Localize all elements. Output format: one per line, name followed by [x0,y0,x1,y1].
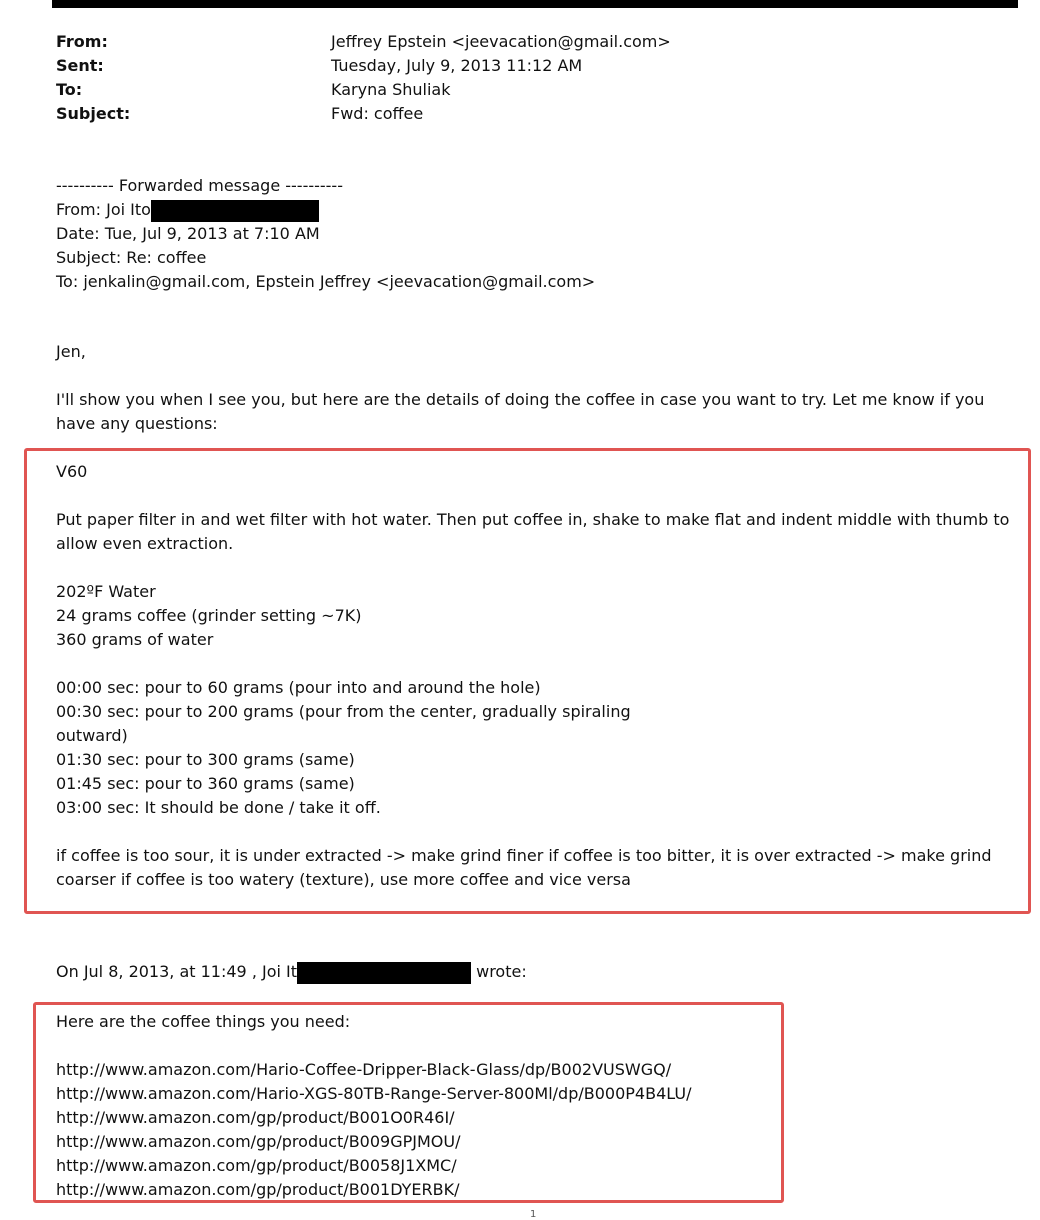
forwarded-to: To: jenkalin@gmail.com, Epstein Jeffrey <jeevacation@gmail.com> [56,272,596,291]
email-header [56,30,671,126]
header-from-label: From: [56,32,108,51]
param-coffee-grams: 24 grams coffee (grinder setting ~7K) [56,606,362,625]
pour-step: 00:30 sec: pour to 200 grams (pour from the center, gradually spiraling [56,702,631,721]
header-sent-row [56,54,671,78]
quote-header [56,960,527,984]
greeting-text: Jen, [56,342,86,361]
quote-suffix: wrote: [476,962,527,981]
redaction-bar [297,962,471,984]
tips-line: coarser if coffee is too watery (texture), use more coffee and vice versa [56,870,631,889]
pour-step: outward) [56,726,128,745]
recipe-title: V60 [56,462,88,481]
header-from-value: Jeffrey Epstein <jeevacation@gmail.com> [331,32,671,51]
intro-paragraph [56,388,984,436]
forwarded-from-line [56,198,595,222]
product-link[interactable]: http://www.amazon.com/gp/product/B001DYERBK/ [56,1180,460,1199]
pour-step: 01:45 sec: pour to 360 grams (same) [56,774,355,793]
forwarded-subject: Subject: Re: coffee [56,248,207,267]
param-water-temp: 202ºF Water [56,582,156,601]
header-subject-row [56,102,671,126]
recipe-section [56,460,1009,892]
links-section [56,1010,691,1202]
forwarded-message-header [56,174,595,294]
header-to-label: To: [56,80,83,99]
forwarded-separator: ---------- Forwarded message ---------- [56,176,343,195]
top-rule [52,0,1018,8]
links-intro: Here are the coffee things you need: [56,1012,351,1031]
header-from-row [56,30,671,54]
prep-line: Put paper filter in and wet filter with hot water. Then put coffee in, shake to make flat and indent middle with thumb to [56,510,1010,529]
page-number: 1 [530,1209,537,1220]
intro-line: I'll show you when I see you, but here are the details of doing the coffee in case you want to try. Let me know if you [56,390,985,409]
pour-step: 01:30 sec: pour to 300 grams (same) [56,750,355,769]
header-to-value: Karyna Shuliak [331,80,451,99]
prep-line: allow even extraction. [56,534,234,553]
param-water-grams: 360 grams of water [56,630,214,649]
forwarded-from: From: Joi Ito [56,200,151,219]
header-sent-label: Sent: [56,56,104,75]
header-sent-value: Tuesday, July 9, 2013 11:12 AM [331,56,583,75]
product-link[interactable]: http://www.amazon.com/gp/product/B0058J1XMC/ [56,1156,457,1175]
pour-step: 00:00 sec: pour to 60 grams (pour into and around the hole) [56,678,541,697]
product-link[interactable]: http://www.amazon.com/Hario-XGS-80TB-Range-Server-800Ml/dp/B000P4B4LU/ [56,1084,692,1103]
tips-line: if coffee is too sour, it is under extracted -> make grind finer if coffee is too bitter, it is over extracted -> make grind [56,846,992,865]
greeting [56,340,86,364]
product-link[interactable]: http://www.amazon.com/Hario-Coffee-Dripper-Black-Glass/dp/B002VUSWGQ/ [56,1060,672,1079]
header-subject-label: Subject: [56,104,131,123]
product-link[interactable]: http://www.amazon.com/gp/product/B009GPJMOU/ [56,1132,461,1151]
product-link[interactable]: http://www.amazon.com/gp/product/B001O0R46I/ [56,1108,455,1127]
pour-step: 03:00 sec: It should be done / take it off. [56,798,381,817]
redaction-bar [151,200,319,222]
quote-prefix: On Jul 8, 2013, at 11:49 , Joi It [56,962,298,981]
header-subject-value: Fwd: coffee [331,104,424,123]
intro-line: have any questions: [56,414,218,433]
header-to-row [56,78,671,102]
quote-header-line [56,960,527,984]
forwarded-date: Date: Tue, Jul 9, 2013 at 7:10 AM [56,224,320,243]
